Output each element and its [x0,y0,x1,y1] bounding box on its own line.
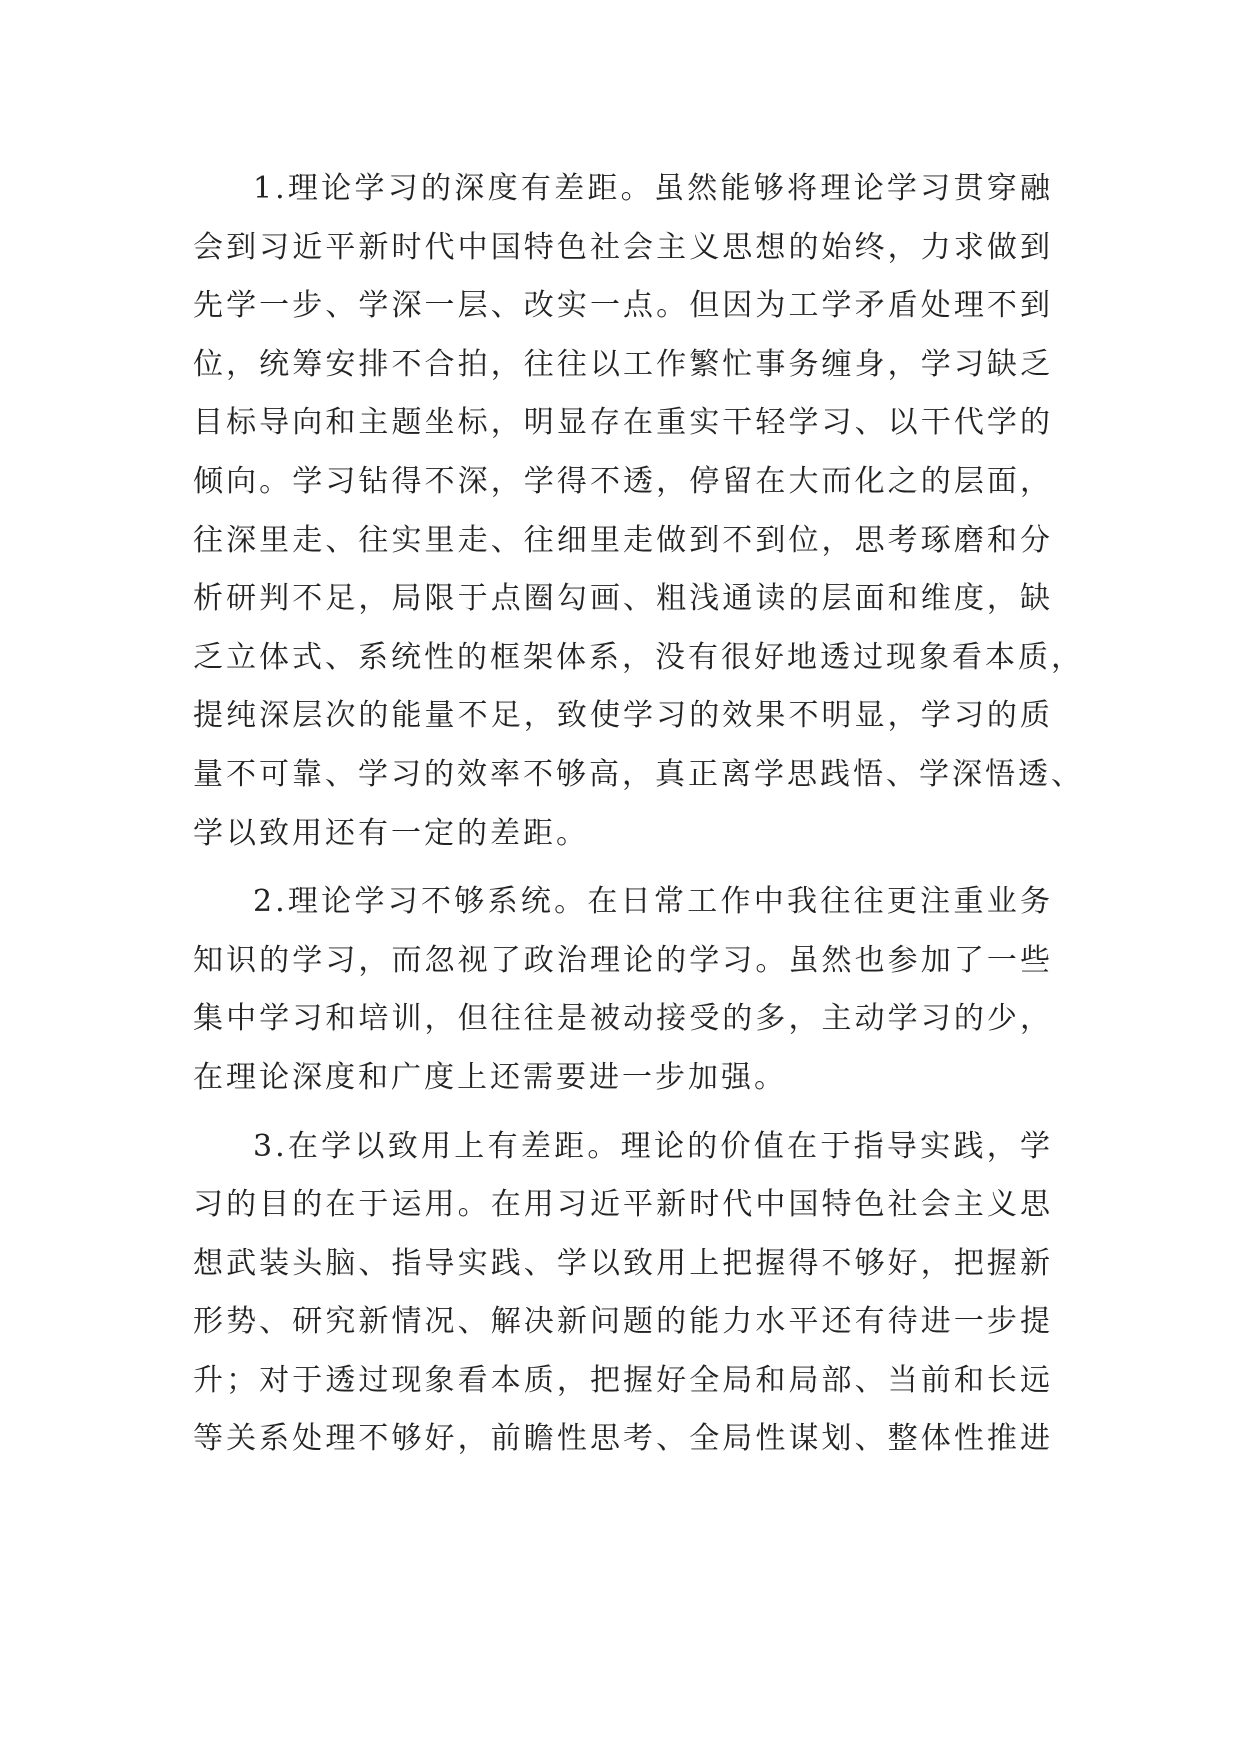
paragraph-line: 倾向。学习钻得不深，学得不透，停留在大而化之的层面， [193,463,1053,499]
paragraph-line: 在理论深度和广度上还需要进一步加强。 [193,1059,787,1095]
paragraph-line: 集中学习和培训，但往往是被动接受的多，主动学习的少， [193,1001,1053,1037]
paragraph-line: 1.理论学习的深度有差距。虽然能够将理论学习贯穿融 [253,171,1053,206]
paragraph-line: 会到习近平新时代中国特色社会主义思想的始终，力求做到 [193,229,1053,265]
paragraph-line: 乏立体式、系统性的框架体系，没有很好地透过现象看本质， [193,639,1084,675]
paragraph-line: 知识的学习，而忽视了政治理论的学习。虽然也参加了一些 [193,942,1053,978]
paragraph-line: 等关系处理不够好，前瞻性思考、全局性谋划、整体性推进 [193,1421,1053,1457]
paragraph-line: 目标导向和主题坐标，明显存在重实干轻学习、以干代学的 [193,405,1053,441]
paragraph-line: 位，统筹安排不合拍，往往以工作繁忙事务缠身，学习缺乏 [193,346,1053,382]
paragraph-line: 先学一步、学深一层、改实一点。但因为工学矛盾处理不到 [193,288,1053,324]
body-text [193,160,1084,1469]
paragraph-2 [193,873,1053,1107]
paragraph-line: 想武装头脑、指导实践、学以致用上把握得不够好，把握新 [193,1245,1053,1281]
paragraph-line: 2.理论学习不够系统。在日常工作中我往往更注重业务 [253,884,1053,920]
paragraph-line: 习的目的在于运用。在用习近平新时代中国特色社会主义思 [193,1187,1053,1223]
paragraph-line: 提纯深层次的能量不足，致使学习的效果不明显，学习的质 [193,698,1053,734]
paragraph-line: 学以致用还有一定的差距。 [193,815,589,851]
paragraph-1 [193,160,1084,863]
paragraph-line: 析研判不足，局限于点圈勾画、粗浅通读的层面和维度，缺 [193,581,1053,617]
paragraph-3 [193,1118,1053,1470]
paragraph-line: 3.在学以致用上有差距。理论的价值在于指导实践，学 [253,1128,1053,1164]
paragraph-line: 往深里走、往实里走、往细里走做到不到位，思考琢磨和分 [193,522,1053,558]
paragraph-line: 形势、研究新情况、解决新问题的能力水平还有待进一步提 [193,1304,1053,1340]
paragraph-line: 升；对于透过现象看本质，把握好全局和局部、当前和长远 [193,1362,1053,1398]
paragraph-line: 量不可靠、学习的效率不够高，真正离学思践悟、学深悟透、 [193,756,1084,792]
